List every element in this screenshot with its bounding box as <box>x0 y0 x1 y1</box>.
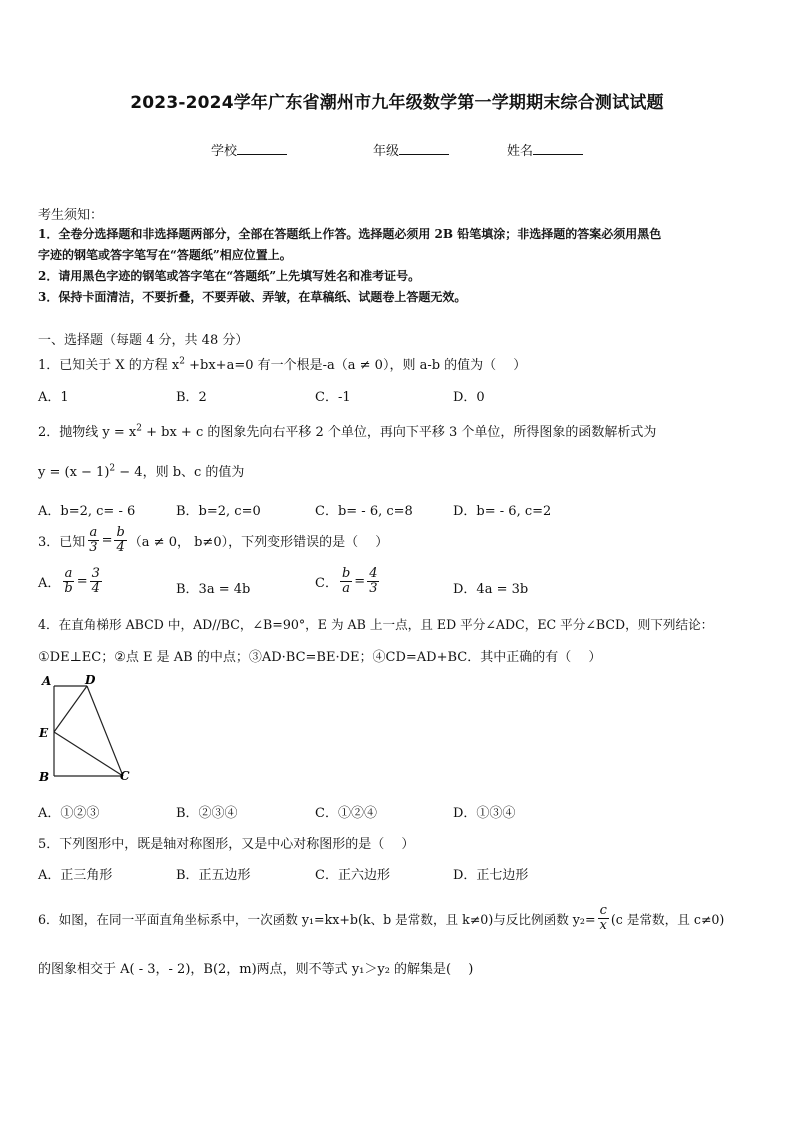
question-4-line-2: ①DE⊥EC；②点 E 是 AB 的中点；③AD·BC=BE·DE；④CD=AD+BC．其中正确的有（ ） <box>38 650 602 665</box>
q3-frac2-den: 4 <box>116 540 125 555</box>
notice-item-2: 2．请用黑色字迹的钢笔或答字笔在“答题纸”上先填写姓名和准考证号。 <box>38 269 421 283</box>
q6-fraction <box>598 904 609 933</box>
q1-option-c: C．-1 <box>315 390 351 405</box>
label-a: A <box>42 674 52 688</box>
q2-option-c: C．b= - 6, c=8 <box>315 504 413 519</box>
trapezoid-figure <box>34 672 144 788</box>
q1-text-pre: 1．已知关于 X 的方程 x <box>38 358 180 373</box>
q3-optA-eq: = <box>76 574 88 589</box>
q4-option-a: A．①②③ <box>38 806 100 821</box>
question-1 <box>38 354 526 373</box>
q3-optA-label: A． <box>38 576 61 591</box>
q5-option-a: A．正三角形 <box>38 868 113 883</box>
q3-fraction-b <box>114 526 126 555</box>
q3-optA-frac1-den: b <box>64 581 73 596</box>
section-heading: 一、选择题（每题 4 分，共 48 分） <box>38 333 249 348</box>
q3-option-a <box>38 567 104 596</box>
q3-optC-frac1 <box>340 567 352 596</box>
label-b: B <box>39 770 50 784</box>
q3-fraction-a <box>87 526 99 555</box>
school-label: 学校 <box>211 144 238 159</box>
grade-field <box>373 140 449 159</box>
q5-option-d: D．正七边形 <box>453 868 529 883</box>
q1-sup: 2 <box>179 356 185 367</box>
label-d: D <box>85 673 96 687</box>
q3-optA-frac1 <box>62 567 74 596</box>
question-4-line-1: 4．在直角梯形 ABCD 中，AD//BC，∠B=90°，E 为 AB 上一点，且 ED 平分∠ADC，EC 平分∠BCD，则下列结论： <box>38 617 714 632</box>
q3-frac1-num: a <box>89 525 98 540</box>
q2-line1-pre: 2．抛物线 y = x <box>38 425 137 440</box>
q3-optA-frac2-num: 3 <box>91 566 100 581</box>
segment-ed <box>54 686 87 732</box>
q3-option-c <box>315 567 381 596</box>
school-blank <box>237 142 287 155</box>
grade-label: 年级 <box>373 144 400 159</box>
q5-option-b: B．正五边形 <box>176 868 251 883</box>
edge-dc <box>87 686 123 776</box>
q1-option-a: A．1 <box>38 390 69 405</box>
q2-line2-post: − 4，则 b、c 的值为 <box>115 465 245 480</box>
q3-optA-frac2 <box>90 567 102 596</box>
q4-option-d: D．①③④ <box>453 806 516 821</box>
q3-optC-frac2-num: 4 <box>369 566 378 581</box>
label-e: E <box>39 726 49 740</box>
q2-line1-post: + bx + c 的图象先向右平移 2 个单位，再向下平移 3 个单位，所得图象的函数解析式为 <box>141 425 657 440</box>
q3-optC-frac2-den: 3 <box>369 581 378 596</box>
q3-optA-frac2-den: 4 <box>91 581 100 596</box>
segment-ec <box>54 732 123 776</box>
question-2-line-1 <box>38 421 656 440</box>
grade-blank <box>399 142 449 155</box>
name-label: 姓名 <box>507 144 534 159</box>
q2-line2-sup: 2 <box>109 463 116 474</box>
question-6-line-1 <box>38 904 724 933</box>
school-field <box>211 140 287 159</box>
q1-text-post: +bx+a=0 有一个根是-a（a ≠ 0），则 a-b 的值为（ ） <box>185 358 527 373</box>
name-field <box>507 140 583 159</box>
question-3 <box>38 526 388 555</box>
notice-heading: 考生须知： <box>38 208 104 223</box>
q2-line1-sup: 2 <box>136 423 142 434</box>
q3-optA-frac1-num: a <box>64 566 73 581</box>
q3-frac2-num: b <box>116 525 125 540</box>
q4-option-c: C．①②④ <box>315 806 377 821</box>
q3-optC-frac1-num: b <box>341 566 351 581</box>
page-title: 2023-2024学年广东省潮州市九年级数学第一学期期末综合测试试题 <box>130 93 664 113</box>
question-6-line-2: 的图象相交于 A( - 3，- 2)，B(2，m)两点，则不等式 y₁＞y₂ 的解集是( ) <box>38 962 474 977</box>
notice-item-1: 1．全卷分选择题和非选择题两部分，全部在答题纸上作答。选择题必须用 2B 铅笔填涂；非选择题的答案必须用黑色 <box>38 227 662 241</box>
q3-eq: = <box>101 533 113 548</box>
q1-option-b: B．2 <box>176 390 207 405</box>
q2-option-d: D．b= - 6, c=2 <box>453 504 552 519</box>
q6-frac-den: x <box>599 918 607 933</box>
q3-text-pre: 3．已知 <box>38 535 86 550</box>
q6-line1-post: (c 是常数，且 c≠0) <box>610 912 725 927</box>
q6-frac-num: c <box>599 903 607 918</box>
question-5: 5．下列图形中，既是轴对称图形，又是中心对称图形的是（ ） <box>38 837 415 852</box>
q2-option-a: A．b=2, c= - 6 <box>38 504 136 519</box>
name-blank <box>533 142 583 155</box>
q6-line1-pre: 6．如图，在同一平面直角坐标系中，一次函数 y₁=kx+b(k、b 是常数，且 k≠0)与反比例函数 y₂= <box>38 912 596 927</box>
q4-option-b: B．②③④ <box>176 806 238 821</box>
q2-line2-pre: y = (x − 1) <box>38 465 110 480</box>
notice-item-3: 3．保持卡面清洁，不要折叠，不要弄破、弄皱，在草稿纸、试题卷上答题无效。 <box>38 290 467 304</box>
q3-optC-frac2 <box>367 567 379 596</box>
q3-optC-frac1-den: a <box>342 581 350 596</box>
question-2-line-2 <box>38 461 244 480</box>
label-c: C <box>120 769 130 783</box>
q3-frac1-den: 3 <box>89 540 98 555</box>
q3-optC-eq: = <box>354 574 366 589</box>
q5-option-c: C．正六边形 <box>315 868 390 883</box>
q3-option-b: B．3a = 4b <box>176 582 251 597</box>
q3-text-post: （a ≠ 0， b≠0），下列变形错误的是（ ） <box>128 535 389 550</box>
q3-optC-label: C． <box>315 576 338 591</box>
q1-option-d: D．0 <box>453 390 485 405</box>
q2-option-b: B．b=2, c=0 <box>176 504 261 519</box>
notice-item-1-cont: 字迹的钢笔或答字笔写在“答题纸”相应位置上。 <box>38 248 292 262</box>
q3-option-d: D．4a = 3b <box>453 582 529 597</box>
